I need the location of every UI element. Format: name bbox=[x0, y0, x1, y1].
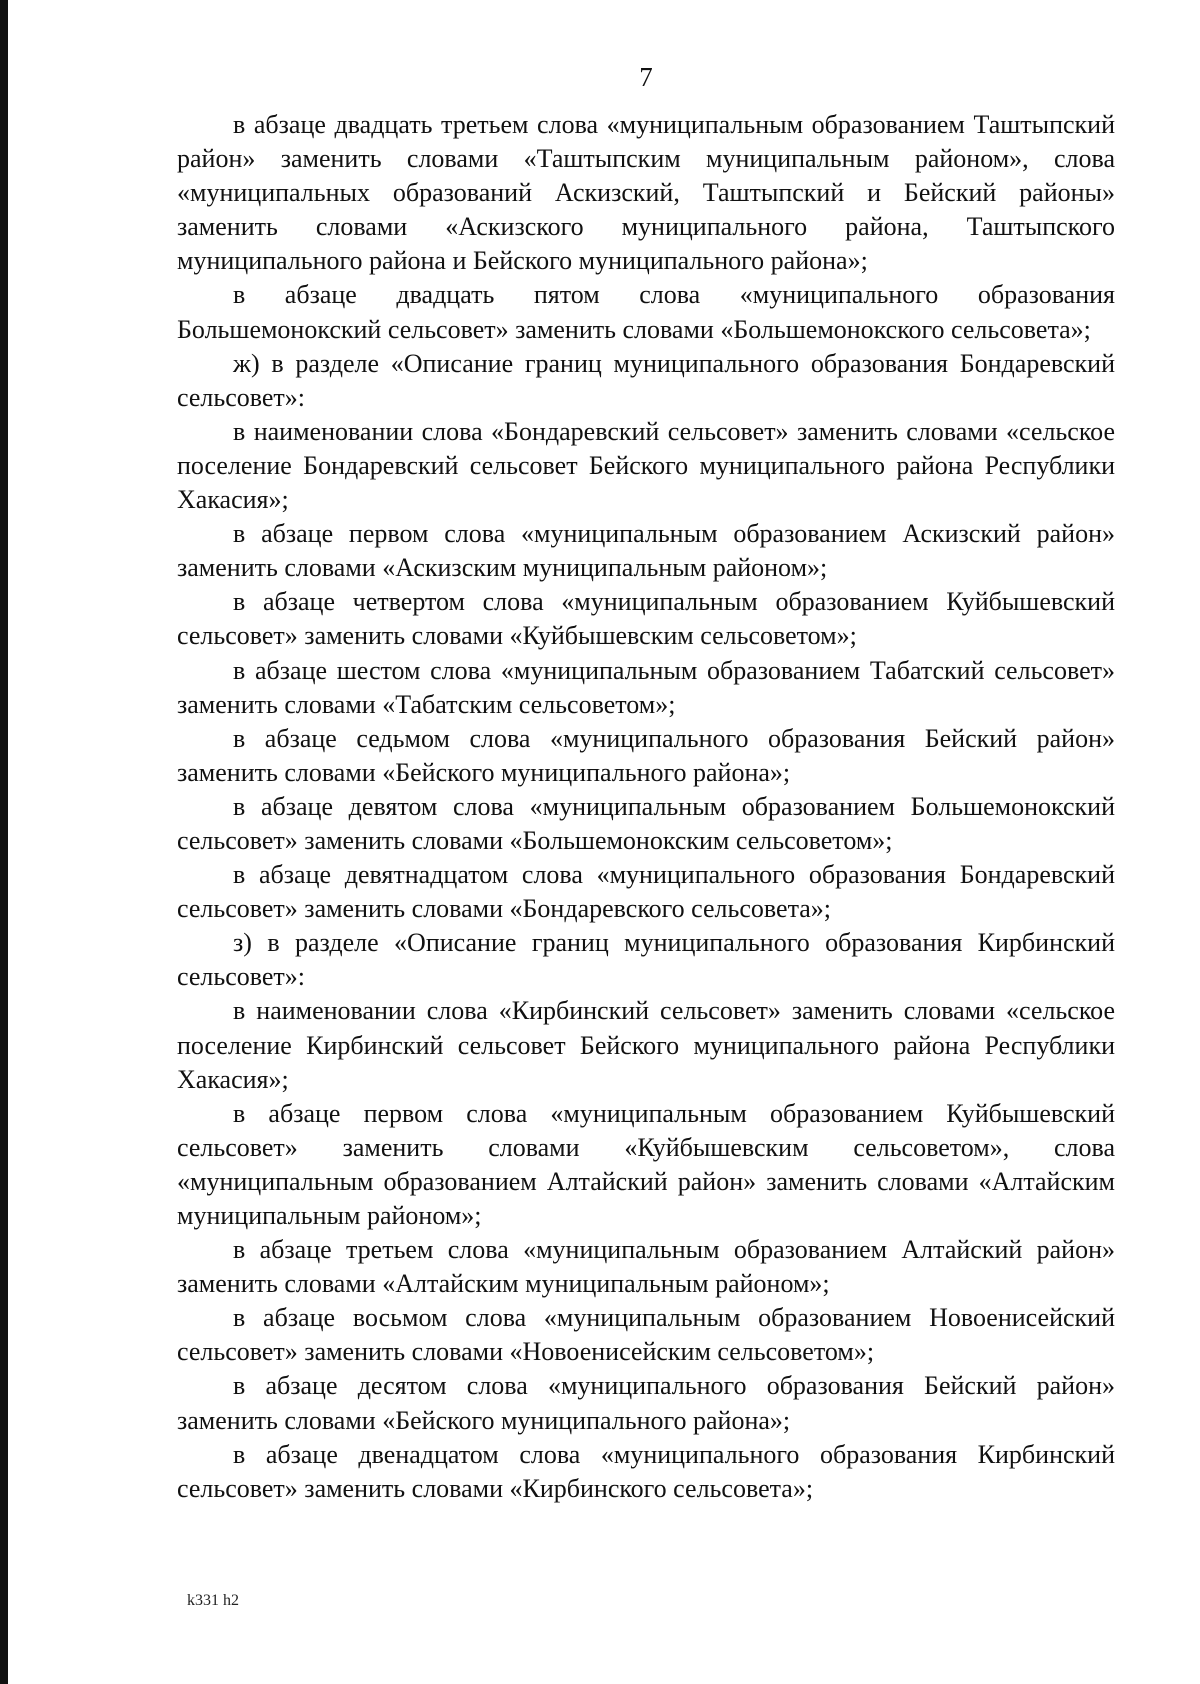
document-body bbox=[177, 108, 1115, 1506]
paragraph: з) в разделе «Описание границ муниципального образования Кирбинский сельсовет»: bbox=[177, 928, 1115, 992]
paragraph: в абзаце третьем слова «муниципальным образованием Алтайский район» заменить словами «Алтайским муниципальным районом»; bbox=[177, 1235, 1115, 1299]
paragraph: в абзаце первом слова «муниципальным образованием Куйбышевский сельсовет» заменить словами «Куйбышевским сельсоветом», слова «муниципальным образованием Алтайский район» заменить словами «Алтайским муниципальным районом»; bbox=[177, 1098, 1115, 1230]
paragraph: в абзаце шестом слова «муниципальным образованием Табатский сельсовет» заменить словами «Табатским сельсоветом»; bbox=[177, 655, 1115, 719]
paragraph: в абзаце двенадцатом слова «муниципального образования Кирбинский сельсовет» заменить словами «Кирбинского сельсовета»; bbox=[177, 1439, 1115, 1503]
paragraph: ж) в разделе «Описание границ муниципального образования Бондаревский сельсовет»: bbox=[177, 348, 1115, 412]
paragraph: в наименовании слова «Кирбинский сельсовет» заменить словами «сельское поселение Кирбинский сельсовет Бейского муниципального района Республики Хакасия»; bbox=[177, 996, 1115, 1094]
paragraph: в абзаце восьмом слова «муниципальным образованием Новоенисейский сельсовет» заменить словами «Новоенисейским сельсоветом»; bbox=[177, 1303, 1115, 1367]
paragraph: в абзаце двадцать третьем слова «муниципальным образованием Таштыпский район» заменить словами «Таштыпским муниципальным районом», слова «муниципальных образований Аскизский, Таштыпский и Бейский районы» заменить словами «Аскизского муниципального района, Таштыпского муниципального района и Бейского муниципального района»; bbox=[177, 110, 1115, 276]
paragraph: в абзаце десятом слова «муниципального образования Бейский район» заменить словами «Бейского муниципального района»; bbox=[177, 1371, 1115, 1435]
page-number: 7 bbox=[639, 62, 653, 92]
paragraph: в наименовании слова «Бондаревский сельсовет» заменить словами «сельское поселение Бондаревский сельсовет Бейского муниципального района Республики Хакасия»; bbox=[177, 416, 1115, 515]
scan-left-edge bbox=[0, 0, 8, 1684]
paragraph: в абзаце первом слова «муниципальным образованием Аскизский район» заменить словами «Аскизским муниципальным районом»; bbox=[177, 519, 1115, 583]
paragraph: в абзаце четвертом слова «муниципальным образованием Куйбышевский сельсовет» заменить словами «Куйбышевским сельсоветом»; bbox=[177, 587, 1115, 651]
footer-document-code: k331 h2 bbox=[187, 1592, 239, 1609]
paragraph: в абзаце двадцать пятом слова «муниципального образования Большемонокский сельсовет» заменить словами «Большемонокского сельсовета»; bbox=[177, 280, 1115, 344]
paragraph: в абзаце седьмом слова «муниципального образования Бейский район» заменить словами «Бейского муниципального района»; bbox=[177, 723, 1115, 787]
paragraph: в абзаце девятнадцатом слова «муниципального образования Бондаревский сельсовет» заменить словами «Бондаревского сельсовета»; bbox=[177, 860, 1115, 924]
paragraph: в абзаце девятом слова «муниципальным образованием Большемонокский сельсовет» заменить словами «Большемонокским сельсоветом»; bbox=[177, 791, 1115, 855]
